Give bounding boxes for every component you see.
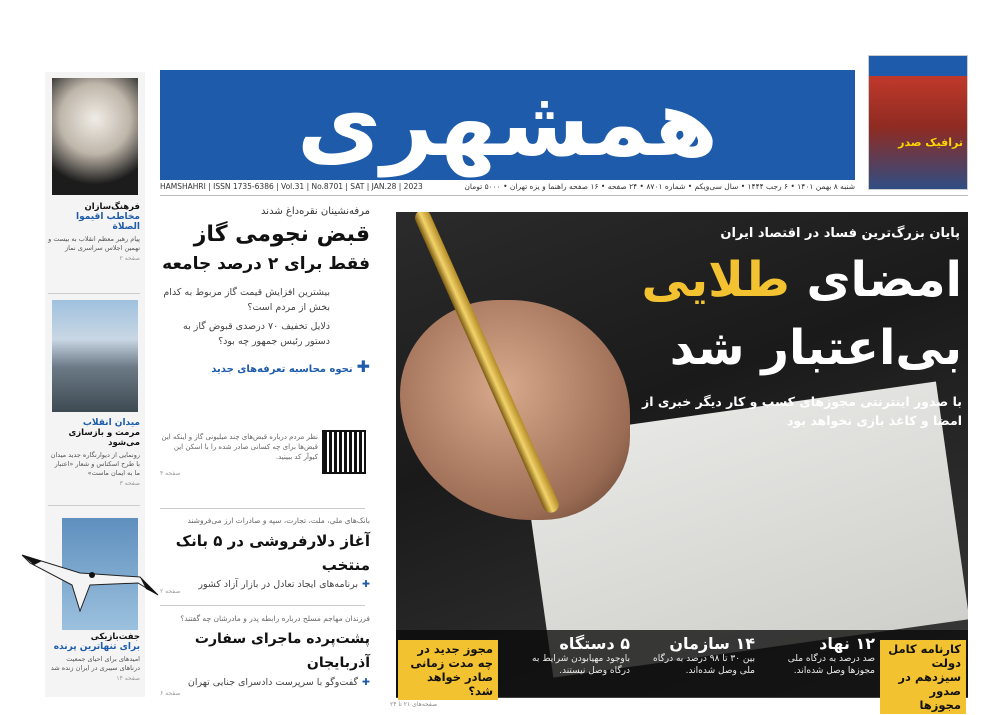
side-page-3: صفحه ۱۴ bbox=[116, 675, 140, 682]
azerbaijan-page: صفحه ۶ bbox=[160, 690, 181, 697]
report-callout[interactable]: کارنامه کامل دولت سیزدهم در صدور مجوزها bbox=[880, 640, 966, 714]
side-title-2[interactable]: میدان انقلاب bbox=[82, 418, 140, 428]
plus-icon: ✚ bbox=[362, 579, 370, 590]
side-title-3[interactable]: برای تنهاترین پرنده bbox=[53, 642, 140, 652]
side-page-1: صفحه ۲ bbox=[119, 255, 140, 262]
masthead-logo: همشهری bbox=[296, 70, 719, 177]
side-kicker-2: مرمت و بازسازی می‌شود bbox=[68, 428, 140, 448]
gas-subheadline[interactable]: فقط برای ۲ درصد جامعه bbox=[162, 254, 370, 274]
gas-page: صفحه ۴ bbox=[160, 470, 181, 477]
dollar-headline[interactable]: آغاز دلارفروشی در ۵ بانک منتخب bbox=[175, 532, 370, 574]
faq-callout[interactable]: مجوز جدید در چه مدت زمانی صادر خواهد شد؟ bbox=[398, 640, 498, 700]
crane-bird-icon bbox=[20, 535, 160, 615]
side-body-1: پیام رهبر معظم انقلاب به بیست و نهمین اجلاس سراسری نماز bbox=[48, 235, 140, 252]
hero-headline-line-1[interactable]: امضای طلایی bbox=[641, 252, 962, 308]
stat-item: ۱۴ سازمان بین ۳۰ تا ۹۸ درصد به درگاه ملی وصل شده‌اند. bbox=[653, 634, 755, 676]
gas-bullet: دلایل تخفیف ۷۰ درصدی قبوض گاز به دستور رئیس جمهور چه بود؟ bbox=[183, 321, 330, 347]
gas-link[interactable] bbox=[160, 357, 370, 376]
dollar-kicker: بانک‌های ملی، ملت، تجارت، سپه و صادرات ارز می‌فروشند bbox=[187, 516, 370, 525]
gas-link-label: نحوه محاسبه تعرفه‌های جدید bbox=[211, 364, 353, 375]
stat-item: ۱۲ نهاد صد درصد به درگاه ملی مجوزها وصل شده‌اند. bbox=[787, 634, 875, 676]
page-reference: صفحه‌های ۲۱ تا ۲۴ bbox=[390, 701, 438, 708]
mini-cover-photo bbox=[869, 76, 967, 190]
issue-info-latin: HAMSHAHRI | ISSN 1735-6386 | Vol.31 | No.8701 | SAT | JAN.28 | 2023 bbox=[160, 182, 423, 191]
stat-item: ۵ دستگاه باوجود مهیابودن شرایط به درگاه وصل نیستند. bbox=[532, 634, 630, 676]
leader-photo bbox=[52, 78, 138, 195]
side-kicker-1: فرهنگ‌سازان bbox=[84, 202, 140, 212]
hero-headline-line-2[interactable]: بی‌اعتبار شد bbox=[669, 320, 962, 376]
divider bbox=[48, 505, 140, 506]
side-kicker-3: جفت‌بازیکی bbox=[90, 632, 140, 642]
hero-kicker: پایان بزرگ‌ترین فساد در اقتصاد ایران bbox=[720, 226, 960, 241]
divider bbox=[160, 508, 365, 509]
side-page-2: صفحه ۳ bbox=[119, 480, 140, 487]
mini-cover-thumbnail[interactable] bbox=[868, 55, 968, 190]
azerbaijan-sub: ✚گفت‌وگو با سرپرست دادسرای جنایی تهران bbox=[187, 677, 370, 688]
qr-caption: نظر مردم درباره قبض‌های چند میلیونی گاز و اینکه این قبض‌ها برای چه کسانی صادر شده را با اسکن این کیو‌آر کد ببینید. bbox=[161, 433, 318, 461]
gas-kicker: مرفه‌نشینان نقره‌داغ شدند bbox=[261, 206, 370, 217]
qr-code-icon[interactable] bbox=[322, 430, 366, 474]
azerbaijan-kicker: فرزندان مهاجم مسلح درباره رابطه پدر و مادرشان چه گفتند؟ bbox=[180, 614, 370, 623]
azerbaijan-headline[interactable]: پشت‌پرده ماجرای سفارت آذربایجان bbox=[194, 631, 370, 671]
side-body-2: رونمایی از دیوارنگاره جدید میدان با طرح اسکناس و شعار «اعتبار ما به ایمان ماست» bbox=[50, 451, 140, 477]
gas-bullet: بیشترین افزایش قیمت گاز مربوط به کدام بخش از مردم است؟ bbox=[163, 287, 330, 313]
divider bbox=[48, 293, 140, 294]
gas-headline[interactable]: قبض نجومی گاز bbox=[193, 222, 370, 247]
mini-cover-label: ترافیک صدر bbox=[898, 136, 963, 149]
divider bbox=[160, 605, 365, 606]
hero-headline-gold: طلایی bbox=[641, 252, 790, 308]
square-photo bbox=[52, 300, 138, 412]
dollar-sub: ✚برنامه‌های ایجاد تعادل در بازار آزاد کشور bbox=[198, 579, 370, 590]
dollar-page: صفحه ۲ bbox=[160, 588, 181, 595]
hero-subheadline: با صدور اینترنتی مجوزهای کسب و کار دیگر خبری از امضا و کاغذ بازی نخواهد بود bbox=[642, 394, 962, 428]
plus-icon: ✚ bbox=[356, 357, 370, 376]
plus-icon: ✚ bbox=[362, 677, 370, 688]
side-title-1[interactable]: مخاطب اقیموا الصلاة bbox=[76, 212, 140, 232]
issue-info-persian: شنبه ۸ بهمن ۱۴۰۱ • ۶ رجب ۱۴۴۴ • سال سی‌ویکم • شماره ۸۷۰۱ • ۲۴ صفحه • ۱۶ صفحه راهنما و یزه تهران • ۵۰۰۰ تومان bbox=[464, 182, 855, 191]
side-body-3: امیدهای برای احیای جمعیت درناهای سیبری در ایران زنده شد bbox=[50, 655, 140, 672]
mini-cover-band bbox=[869, 56, 967, 76]
divider bbox=[160, 195, 968, 196]
